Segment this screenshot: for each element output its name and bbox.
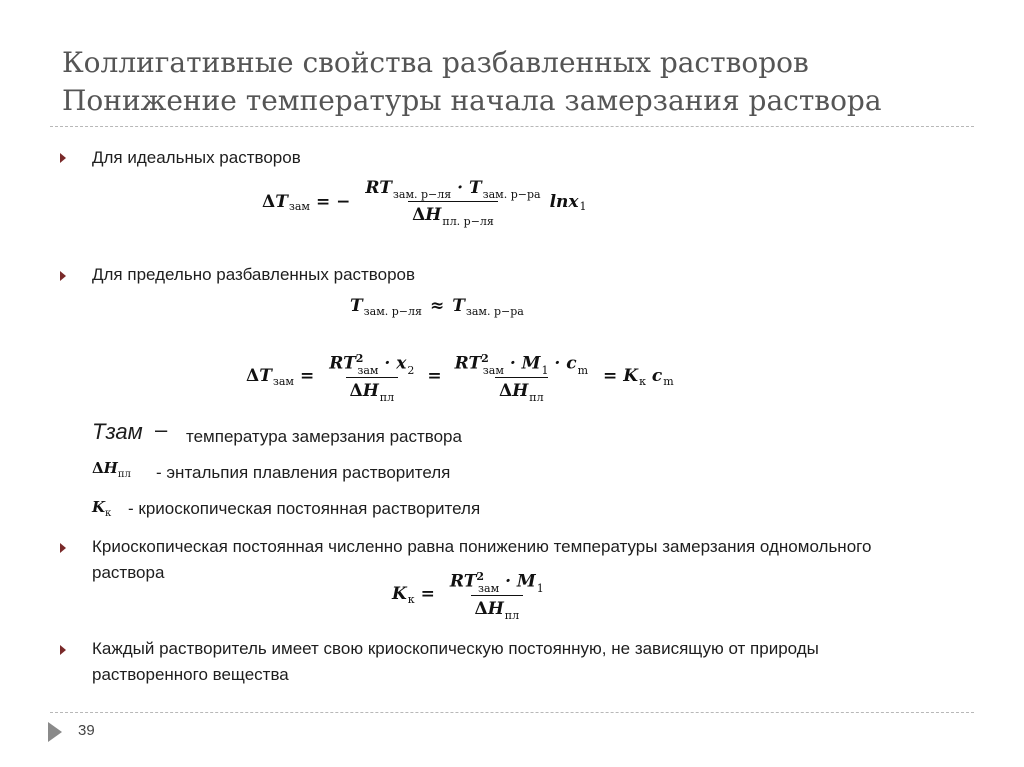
slide-nav-arrow-icon (48, 722, 62, 742)
dh-definition: - энтальпия плавления растворителя (156, 463, 451, 482)
footer-divider (50, 712, 974, 713)
title-line-1: Коллигативные свойства разбавленных растворов (62, 46, 809, 79)
bullet-cryoscopic-constant: Криоскопическая постоянная численно равна понижению температуры замерзания одномольного раствора (92, 537, 872, 582)
dh-term: $\Delta H_{пл}$ (92, 459, 131, 480)
tzam-symbol: Tзам (92, 419, 143, 444)
bullet-arrow-icon (60, 543, 66, 553)
title-divider (50, 126, 974, 127)
page-number: 39 (78, 722, 95, 739)
bullet-arrow-icon (60, 271, 66, 281)
bullet-ideal-solutions: Для идеальных растворов (92, 148, 301, 167)
bullet-dilute-solutions: Для предельно разбавленных растворов (92, 265, 416, 284)
slide-title (62, 44, 882, 120)
tzam-definition: температура замерзания раствора (186, 427, 462, 446)
kk-definition: - криоскопическая постоянная растворителя (128, 499, 481, 518)
kk-term: $K_к$ (92, 498, 112, 519)
title-line-2: Понижение температуры начала замерзания раствора (62, 84, 882, 117)
formula-approx: T зам. р−ля ≈ T зам. р−ра (350, 296, 524, 318)
formula-ideal: Δ T зам = − $\frac{RT_{зам. р-ля} \cdot T_{зам. р-ра}}{\Delta H_{пл. р-ля}}$ lnx 1 (262, 178, 587, 228)
bullet-arrow-icon (60, 645, 66, 655)
bullet-solvent-constant: Каждый растворитель имеет свою криоскопическую постоянную, не зависящую от природы растворенного вещества (92, 639, 819, 684)
tzam-dash: – (155, 417, 168, 442)
formula-cryoscopic-constant: K к = $\frac{RT^2_{зам} \cdot M_1}{\Delta H_{пл}}$ (392, 570, 544, 622)
bullet-arrow-icon (60, 153, 66, 163)
formula-dilute: Δ T зам = $\frac{RT^2_{зам} \cdot x_2}{\Delta H_{пл}}$ = $\frac{RT^2_{зам} \cdot M_1 \cdot c_m}{\Delta H_{пл}}$ = K к c m (246, 352, 674, 404)
